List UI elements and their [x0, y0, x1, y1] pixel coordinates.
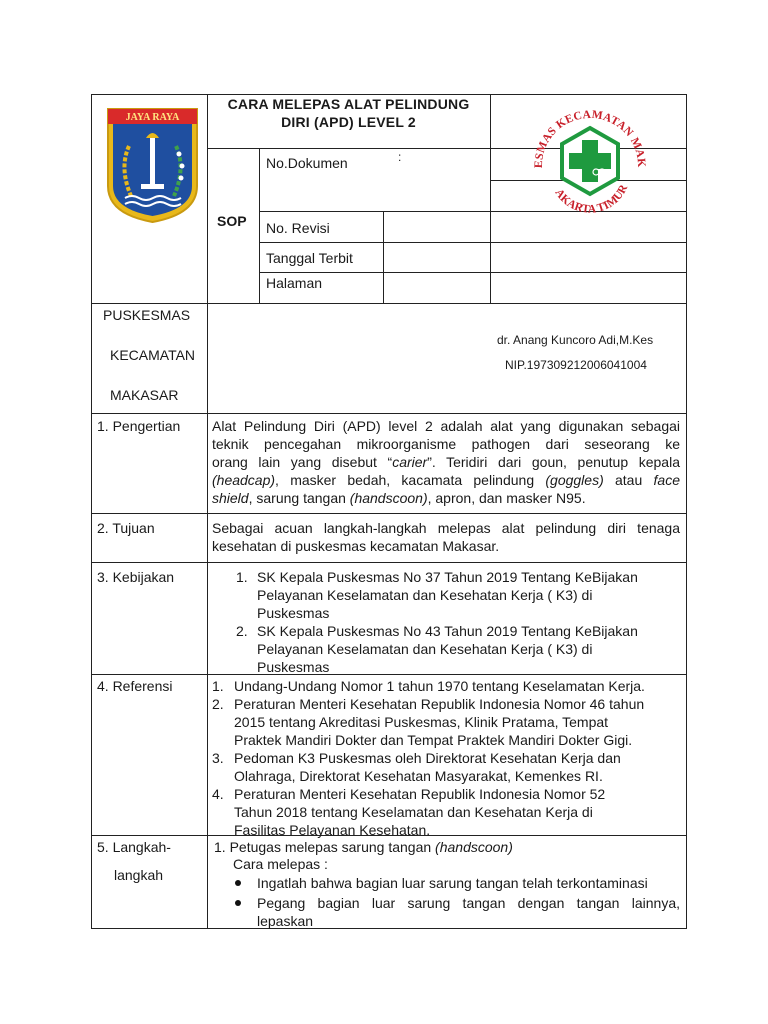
no-dokumen-label: No.Dokumen — [266, 155, 348, 171]
section-label-langkah: 5. Langkah- langkah — [97, 839, 171, 883]
tanggal-terbit-label: Tanggal Terbit — [266, 250, 353, 266]
kebijakan-item-1: SK Kepala Puskesmas No 37 Tahun 2019 Tentang KeBijakan Pelayanan Keselamatan dan Kesehatan Kerja ( K3) di Puskesmas — [257, 569, 638, 621]
tujuan-text: Sebagai acuan langkah-langkah melepas alat pelindung diri tenaga kesehatan di puskesmas kecamatan Makasar. — [212, 520, 680, 554]
section-label-tujuan: 2. Tujuan — [97, 520, 155, 536]
logo-banner-text: JAYA RAYA — [125, 112, 180, 123]
stamp-text-bottom: AKARTA TIMUR — [552, 182, 631, 216]
section-label-referensi: 4. Referensi — [97, 678, 173, 694]
langkah-cara-melepas: Cara melepas : — [233, 856, 328, 872]
referensi-item-3-num: 3. — [212, 750, 224, 766]
jaya-raya-logo — [105, 106, 200, 224]
kebijakan-item-2: SK Kepala Puskesmas No 43 Tahun 2019 Tentang KeBijakan Pelayanan Keselamatan dan Kesehatan Kerja ( K3) di Puskesmas — [257, 623, 638, 675]
pengertian-text: Alat Pelindung Diri (APD) level 2 adalah alat yang digunakan sebagai teknik pencegahan mikroorganisme pathogen dari seseorang ke orang lain yang disebut “carier”. Teridiri dari goun, penutup kepala (headcap), masker bedah, kacamata pelindung (goggles) atau face shield, sarung tangan (handscoon), apron, dan masker N95. — [212, 418, 680, 506]
institution-name-line2: KECAMATAN — [110, 347, 196, 363]
langkah-step-1: 1. Petugas melepas sarung tangan (handscoon) — [214, 839, 513, 855]
referensi-item-4-num: 4. — [212, 786, 224, 802]
langkah-bullet-1: Ingatlah bahwa bagian luar sarung tangan telah terkontaminasi — [257, 875, 648, 891]
kebijakan-item-2-num: 2. — [236, 623, 248, 639]
kebijakan-item-1-num: 1. — [236, 569, 248, 585]
no-dokumen-colon: : — [398, 150, 402, 164]
signer-nip: NIP.197309212006041004 — [505, 358, 647, 372]
section-label-kebijakan: 3. Kebijakan — [97, 569, 175, 585]
institution-name-line3: MAKASAR — [110, 387, 179, 403]
referensi-item-4: Peraturan Menteri Kesehatan Republik Indonesia Nomor 52 Tahun 2018 tentang Keselamatan dan Kesehatan Kerja di Fasilitas Pelayanan Kesehatan. — [234, 786, 606, 838]
sop-label: SOP — [217, 213, 247, 229]
institution-name-line1: PUSKESMAS — [103, 307, 191, 323]
referensi-item-1-num: 1. — [212, 678, 224, 694]
referensi-item-3: Pedoman K3 Puskesmas oleh Direktorat Kesehatan Kerja dan Olahraga, Direktorat Kesehatan Masyarakat, Kemenkes RI. — [234, 750, 621, 784]
signer-name: dr. Anang Kuncoro Adi,M.Kes — [497, 333, 654, 347]
stamp-text-top: ESMAS KECAMATAN MAK — [532, 108, 648, 169]
document-title-line1: CARA MELEPAS ALAT PELINDUNG — [227, 96, 470, 112]
bullet-dot — [235, 880, 241, 886]
halaman-label: Halaman — [266, 275, 323, 291]
langkah-bullet-2: Pegang bagian luar sarung tangan dengan tangan lainnya, lepaskan — [257, 895, 680, 929]
no-revisi-label: No. Revisi — [266, 220, 330, 236]
referensi-item-2: Peraturan Menteri Kesehatan Republik Indonesia Nomor 46 tahun 2015 tentang Akreditasi Puskesmas, Klinik Pratama, Tempat Praktek Mandiri Dokter dan Tempat Praktek Mandiri Dokter Gigi. — [234, 696, 645, 748]
section-label-pengertian: 1. Pengertian — [97, 418, 181, 434]
puskesmas-stamp — [520, 94, 660, 234]
referensi-item-1: Undang-Undang Nomor 1 tahun 1970 tentang Keselamatan Kerja. — [234, 678, 645, 694]
document-title-line2: DIRI (APD) LEVEL 2 — [281, 114, 416, 130]
referensi-item-2-num: 2. — [212, 696, 224, 712]
bullet-dot — [235, 900, 241, 906]
